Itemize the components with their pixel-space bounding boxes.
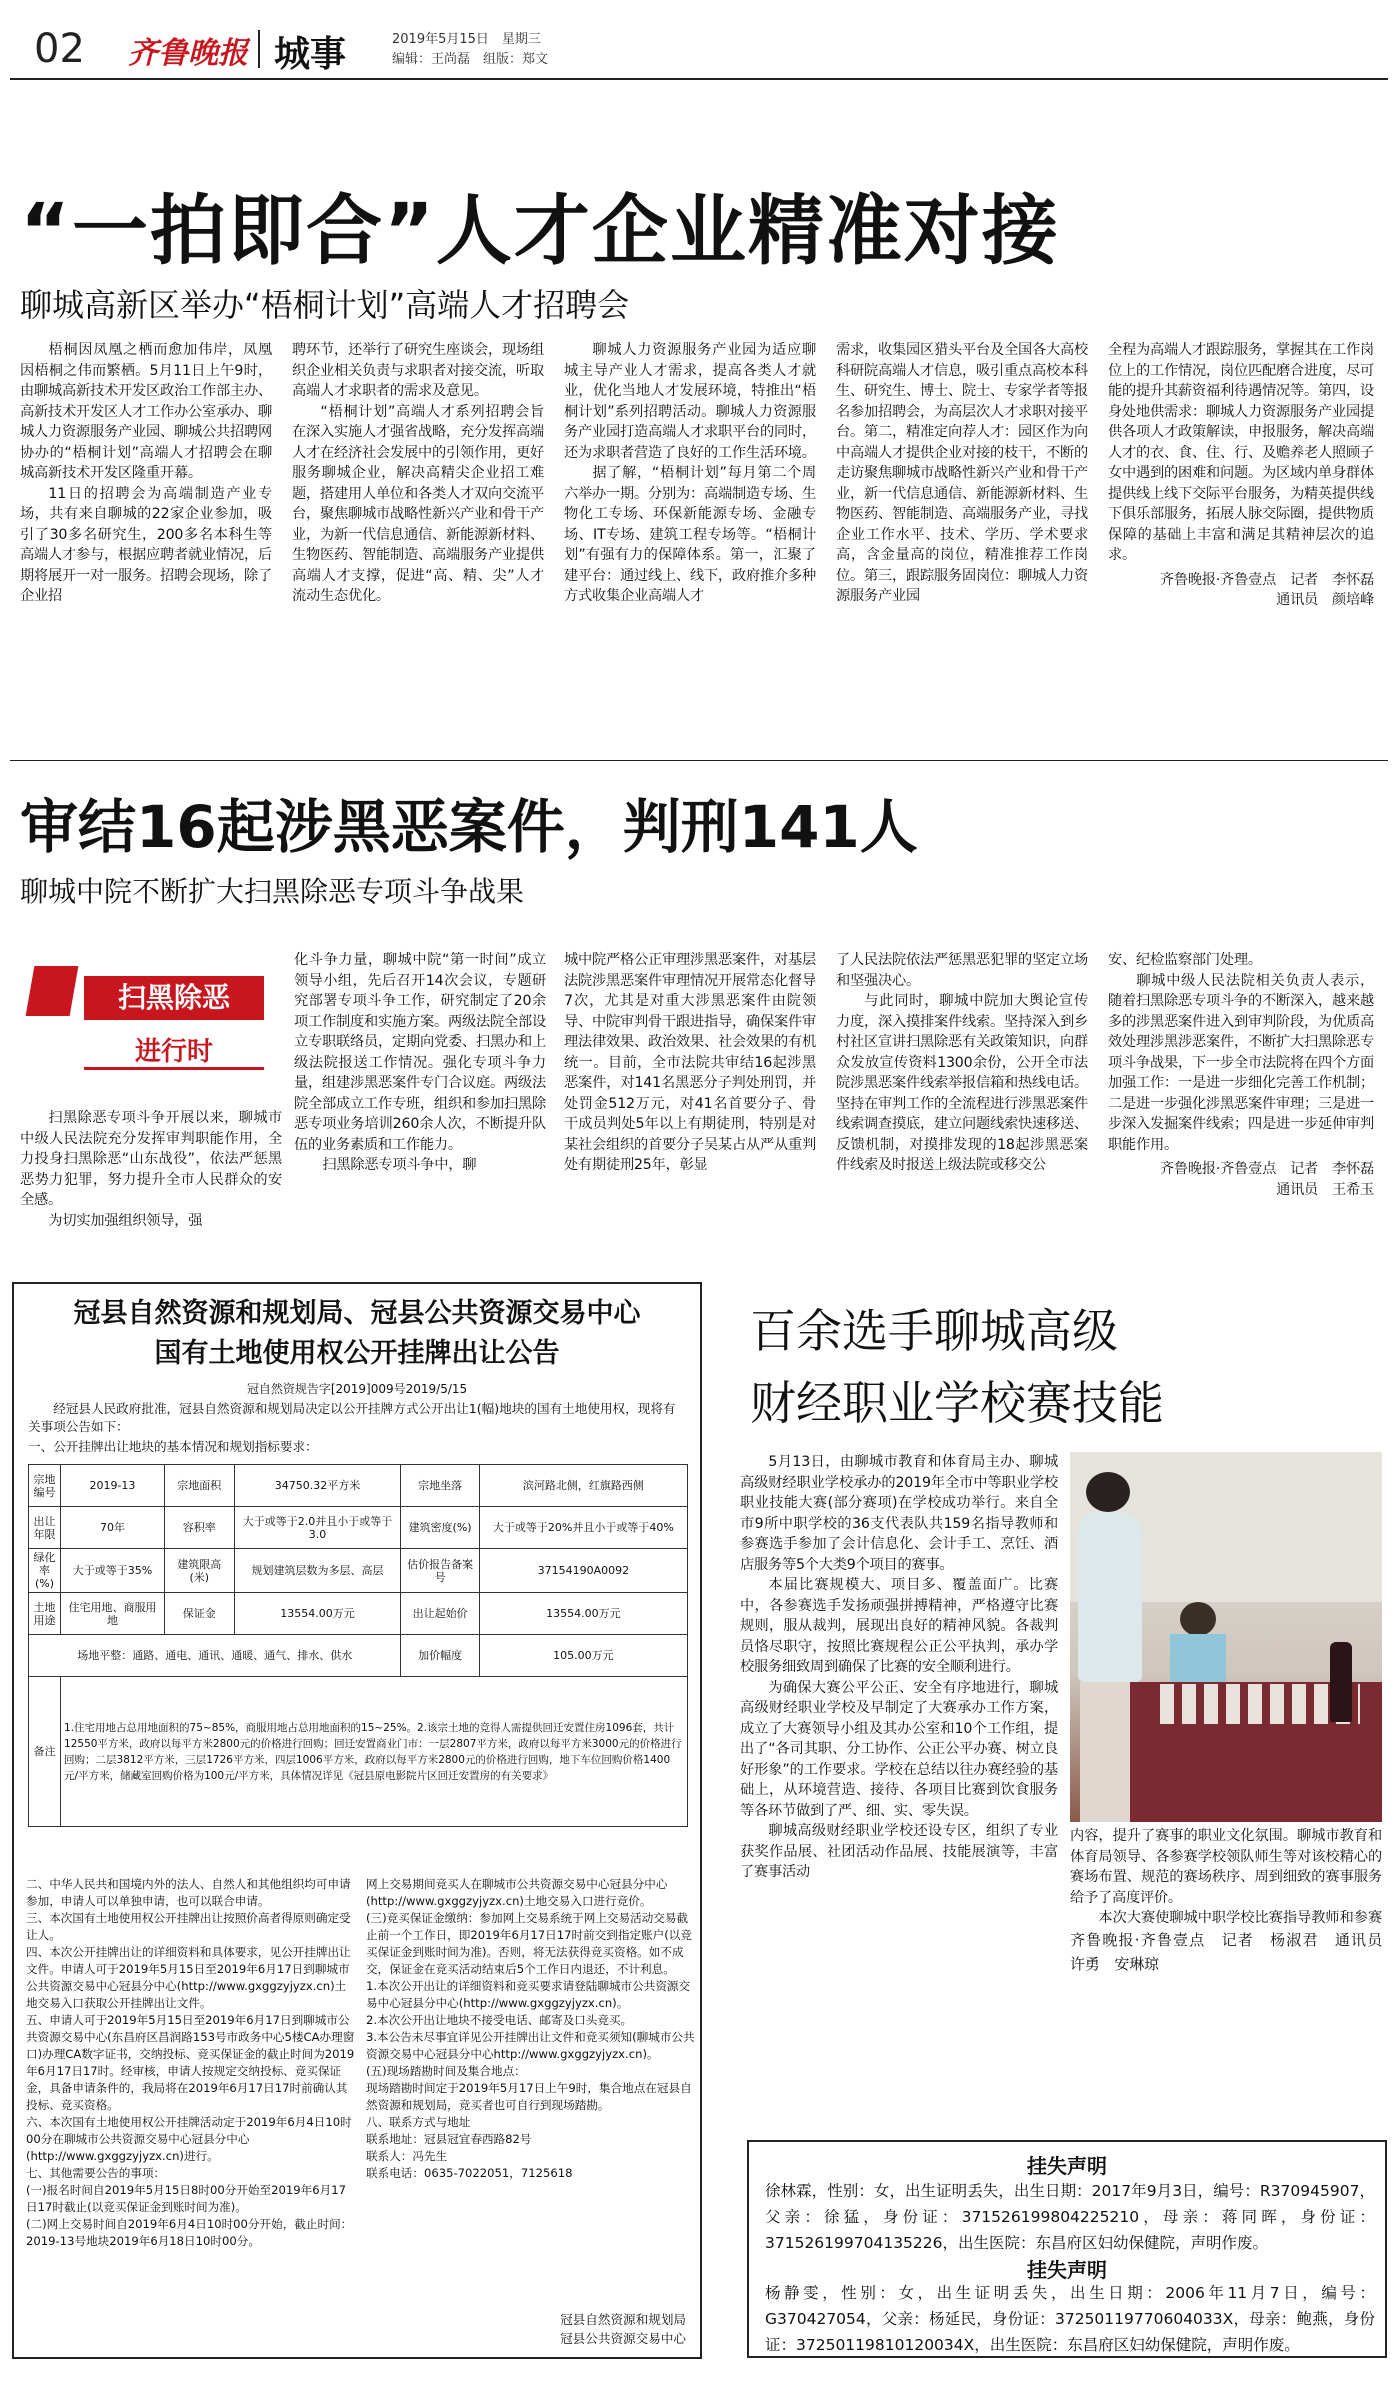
- story1-column-4: [836, 340, 1088, 750]
- loss-notice-box: [747, 2140, 1387, 2358]
- newspaper-logo: 齐鲁晚报: [128, 36, 248, 71]
- byline: 齐鲁晚报·齐鲁壹点 记者 李怀磊 通讯员 颜培峰: [1159, 571, 1374, 608]
- paragraph: “梧桐计划”高端人才系列招聘会旨在深入实施人才强省战略，充分发挥高端人才在经济社会发展中的引领作用，更好服务聊城企业，解决高精尖企业招工难题，搭建用人单位和各类人才双向交流平台，聚焦聊城市战略性新兴产业和骨干产业，为新一代信息通信、新能源新材料、生物医药、智能制造、高端服务产业提供高端人才支撑，促进“高、精、尖”人才流动生态优化。: [292, 403, 544, 604]
- section-heading: 一、公开挂牌出让地块的基本情况和规划指标要求：: [28, 1439, 318, 1454]
- announcement-title-line2: 国有土地使用权公开挂牌出让公告: [154, 1338, 560, 1369]
- land-parcel-table: [28, 1464, 688, 1827]
- byline: 齐鲁晚报·齐鲁壹点 记者 杨淑君 通讯员 许勇 安琳琼: [1070, 1931, 1382, 1973]
- announcement-signatures: [366, 2310, 686, 2348]
- byline: 齐鲁晚报·齐鲁壹点 记者 李怀磊 通讯员 王希玉: [1159, 1161, 1374, 1198]
- photo-person-head: [1086, 1472, 1130, 1512]
- table-cell: 宗地面积: [164, 1465, 234, 1507]
- table-row: [29, 1465, 688, 1507]
- announcement-terms-right: 网上交易期间竞买人在聊城市公共资源交易中心冠县分中心(http://www.gxggzyjyzx.cn)土地交易入口进行竞价。 (三)竞买保证金缴纳：参加网上交易系统于网上交易活动交易截止前一个工作日，即2019年6月17日17时前交到指定账户(以竞买保证金到账时间为准)。否则，将无法获得竞买资格。如不成交，保证金在竞买活动结束后5个工作日内退还，不计利息。 1.本次公开出让的详细资料和竞买要求请登陆聊城市公共资源交易中心冠县分中心(http://www.gxggzyjyzx.cn)。 2.本次公开出让地块不接受电话、邮寄及口头竞买。 3.本公告未尽事宜详见公开挂牌出让文件和竞买须知(聊城市公共资源交易中心冠县分中心http://www.gxggzyjyzx.cn)。 (五)现场踏勘时间及集合地点： 现场踏勘时间定于2019年5月17日上午9时，集合地点在冠县自然资源和规划局，竞买者也可自行到现场踏勘。 八、联系方式与地址 联系地址：冠县冠宜春西路82号 联系人：冯先生 联系电话：0635-7022051，7125618: [366, 1877, 695, 2180]
- paragraph: 聊城高级财经职业学校还设专区，组织了专业获奖作品展、社团活动作品展、技能展演等，丰富了赛事活动: [740, 1823, 1058, 1880]
- headline-skills-contest: [750, 1295, 1350, 1439]
- story1-column-2: [292, 340, 544, 750]
- document-number: 冠自然资规告字[2019]009号2019/5/15: [246, 1382, 468, 1396]
- signature-bureau: 冠县自然资源和规划局: [560, 2312, 686, 2327]
- table-cell: 场地平整：通路、通电、通讯、通暖、通气、排水、供水: [29, 1635, 401, 1677]
- campaign-logo: [24, 960, 284, 1088]
- table-cell: 1.住宅用地占总用地面积的75~85%，商服用地占总用地面积的15~25%。2.该宗土地的竞得人需提供回迁安置住房1096套，共计12550平方米，政府以每平方米2800元的价格进行回购；回迁安置商业门市：一层2807平方米，政府以每平方米3000元的价格进行回购；二层3812平方米，三层1726平方米，四层1006平方米，政府以每平方米2800元的价格进行回购，地下车位回购价格1400元/平方米，储藏室回购价格为100元/平方米，具体情况详见《冠县原电影院片区回迁安置房的有关要求》: [61, 1677, 688, 1827]
- story2-column-4: [836, 950, 1088, 1268]
- paragraph: 内容，提升了赛事的职业文化氛围。聊城市教育和体育局领导、各参赛学校领队师生等对该校精心的赛场布置、规范的赛场秩序、周到细致的赛事服务给予了高度评价。: [1070, 1828, 1382, 1906]
- paragraph: 需求，收集园区猎头平台及全国各大高校科研院高端人才信息，吸引重点高校本科生、研究生、博士、院士、专家学者等报名参加招聘会，为高层次人才求职对接平台。第二，精准定向荐人才：园区作为向中高端人才提供企业对接的枝干，不断的走访聚焦聊城市战略性新兴产业和骨干产业，新一代信息通信、新能源新材料、生物医药、智能制造、高端服务产业，寻找企业工作水平、技术、学历、学术要求高，含金量高的岗位，精准推荐工作岗位。第三，跟踪服务固岗位：聊城人力资源服务产业园: [836, 342, 1088, 604]
- photo-person-body: [1078, 1512, 1142, 1682]
- paragraph: 扫黑除恶专项斗争开展以来，聊城市中级人民法院充分发挥审判职能作用，全力投身扫黑除恶“山东战役”，依法严惩黑恶势力犯罪，努力提升全市人民群众的安全感。: [20, 1110, 282, 1208]
- paragraph: 聊城人力资源服务产业园为适应聊城主导产业人才需求，提高各类人才就业，优化当地人才发展环境，特推出“梧桐计划”系列招聘活动。聊城人力资源服务产业园打造高端人才求职平台的同时，还为求职者营造了良好的工作生活环境。: [564, 342, 816, 461]
- story2-column-3: [564, 950, 816, 1268]
- table-cell: 住宅用地、商服用地: [61, 1593, 165, 1635]
- paragraph: 聘环节，还举行了研究生座谈会，现场组织企业相关负责与求职者对接交流，听取高端人才求职者的需求及意见。: [292, 342, 544, 399]
- table-cell: 加价幅度: [401, 1635, 479, 1677]
- story3-column-2: [1070, 1826, 1382, 1926]
- table-cell: 绿化率(%): [29, 1549, 61, 1593]
- table-cell: 105.00万元: [479, 1635, 687, 1677]
- table-cell: 宗地坐落: [401, 1465, 479, 1507]
- table-cell: 出让年限: [29, 1507, 61, 1549]
- table-row: [29, 1549, 688, 1593]
- signature-center: 冠县公共资源交易中心: [560, 2331, 686, 2346]
- table-cell: 70年: [61, 1507, 165, 1549]
- paragraph: 安、纪检监察部门处理。: [1108, 952, 1262, 968]
- table-cell: 大于或等于20%并且小于或等于40%: [479, 1507, 687, 1549]
- table-cell: 规划建筑层数为多层、高层: [234, 1549, 401, 1593]
- paragraph: 城中院严格公正审理涉黑恶案件，对基层法院涉黑恶案件审理情况开展常态化督导7次，尤其是对重大涉黑恶案件由院领导、中院审判骨干跟进指导，确保案件审理法律效果、政治效果、社会效果的有机统一。目前，全市法院共审结16起涉黑恶案件，对141名黑恶分子判处刑罚，并处罚金512万元，对41名首要分子、骨干成员判处5年以上有期徒刑，特别是对某社会组织的首要分子吴某占从严从重判处有期徒刑25年，彰显: [564, 952, 816, 1173]
- paragraph: 为确保大赛公平公正、安全有序地进行，聊城高级财经职业学校及早制定了大赛承办工作方案，成立了大赛领导小组及其办公室和10个工作组，提出了“各司其职、分工协作、公正公平办赛、树立良好形象”的工作要求。学校在总结以往办赛经验的基础上，从环境营造、接待、各项目比赛到饮食服务等各环节做到了严、细、实、零失误。: [740, 1679, 1058, 1819]
- header-divider: [258, 30, 260, 68]
- paragraph: 为切实加强组织领导，强: [48, 1212, 203, 1229]
- story1-column-3: [564, 340, 816, 750]
- story1-column-5: [1108, 340, 1374, 750]
- table-cell: 34750.32平方米: [234, 1465, 401, 1507]
- paragraph: 扫黑除恶专项斗争中，聊: [322, 1157, 477, 1173]
- table-cell: 保证金: [164, 1593, 234, 1635]
- table-cell: 13554.00万元: [479, 1593, 687, 1635]
- paragraph: 了人民法院依法严惩黑恶犯罪的坚定立场和坚强决心。: [836, 952, 1088, 989]
- paragraph: 与此同时，聊城中院加大舆论宣传力度，深入摸排案件线索。坚持深入到乡村社区宣讲扫黑除恶有关政策知识，向群众发放宣传资料1300余份，公开全市法院涉黑恶案件线索举报信箱和热线电话。坚持在审判工作的全流程进行涉黑恶案件线索调查摸底，建立问题线索快速移送、反馈机制，对摸排发现的18起涉黑恶案件线索及时报送上级法院或移交公: [836, 993, 1088, 1173]
- table-cell: 2019-13: [61, 1465, 165, 1507]
- subheadline-talent-fair: 聊城高新区举办“梧桐计划”高端人才招聘会: [20, 286, 630, 324]
- announcement-title: [14, 1294, 700, 1374]
- story3-column-1: [740, 1452, 1058, 2132]
- notice-text-1: 徐林霖，性别：女，出生证明丢失，出生日期：2017年9月3日，编号：R370945907，父亲：徐猛，身份证：371526199804225210，母亲：蒋同晖，身份证：371526199704135226，出生医院：东昌府区妇幼保健院，声明作废。: [765, 2182, 1375, 2252]
- paragraph: 化斗争力量，聊城中院“第一时间”成立领导小组，先后召开14次会议，专题研究部署专项斗争工作，研究制定了20余项工作制度和实施方案。两级法院全部设立专职联络员，定期向党委、扫黑办和上级法院报送工作情况。强化专项斗争力量，组建涉黑恶案件专门合议庭。两级法院全部成立工作专班，组织和参加扫黑除恶专项业务培训260余人次，不断提升队伍的业务素质和工作能力。: [294, 952, 546, 1153]
- announcement-intro: 经冠县人民政府批准，冠县自然资源和规划局决定以公开挂牌方式公开出让1(幅)地块的国有土地使用权，现将有关事项公告如下：: [28, 1401, 676, 1434]
- story1-column-1: [20, 340, 272, 750]
- table-cell: 37154190A0092: [479, 1549, 687, 1593]
- table-cell: 13554.00万元: [234, 1593, 401, 1635]
- subheadline-court-cases: 聊城中院不断扩大扫黑除恶专项斗争战果: [20, 875, 525, 908]
- page-number: 02: [34, 26, 85, 72]
- table-cell: 建筑限高(米): [164, 1549, 234, 1593]
- table-row: [29, 1677, 688, 1827]
- paragraph: 梧桐因凤凰之栖而愈加伟岸，凤凰因梧桐之伟而繁栖。5月11日上午9时，由聊城高新技术开发区政治工作部主办、高新技术开发区人才工作办公室承办、聊城人力资源服务产业园、聊城公共招聘网协办的“梧桐计划”高端人才招聘会在聊城高新技术开发区隆重开幕。: [20, 342, 272, 481]
- photo-bottle: [1330, 1642, 1352, 1722]
- headline-talent-fair: “一拍即合”人才企业精准对接: [20, 186, 1060, 275]
- notice-title-1: 挂失声明: [1027, 2154, 1107, 2178]
- land-auction-announcement: [12, 1282, 702, 2359]
- table-row: [29, 1507, 688, 1549]
- table-cell: 建筑密度(%): [401, 1507, 479, 1549]
- headline-court-cases: 审结16起涉黑恶案件，判刑141人: [20, 793, 918, 861]
- table-cell: 宗地编号: [29, 1465, 61, 1507]
- story-divider: [10, 760, 1388, 761]
- story2-column-2: [294, 950, 546, 1268]
- paragraph: 全程为高端人才跟踪服务，掌握其在工作岗位上的工作情况，岗位匹配磨合进度，尽可能的提升其薪资福利待遇情况等。第四，设身处地供需求：聊城人力资源服务产业园提供各项人才政策解读，申报服务，解决高端人才的衣、食、住、行、及赡养老人照顾子女中遇到的困难和问题。为区域内单身群体提供线上线下交际平台服务，为精英提供线下俱乐部服务，拓展人脉交际圈，提供物质保障的基础上丰富和满足其精神层次的追求。: [1108, 342, 1374, 563]
- table-cell: 大于或等于35%: [61, 1549, 165, 1593]
- table-cell: 容积率: [164, 1507, 234, 1549]
- header-rule: [10, 78, 1388, 80]
- table-cell: 出让起始价: [401, 1593, 479, 1635]
- paragraph: 据了解，“梧桐计划”每月第二个周六举办一期。分别为：高端制造专场、生物化工专场、环保新能源专场、金融专场、IT专场、建筑工程专场等。“梧桐计划”有强有力的保障体系。第一，汇聚了建平台：通过线上、线下，政府推介多种方式收集企业高端人才: [564, 465, 816, 604]
- table-cell: 土地用途: [29, 1593, 61, 1635]
- paragraph: 5月13日，由聊城市教育和体育局主办、聊城高级财经职业学校承办的2019年全市中等职业学校职业技能大赛(部分赛项)在学校成功举行。来自全市9所中职学校的36支代表队共159名指导教师和参赛选手参加了会计信息化、会计手工、烹饪、酒店服务等5个大类9个项目的赛事。: [740, 1454, 1058, 1573]
- table-row: [29, 1593, 688, 1635]
- table-cell: 估价报告备案号: [401, 1549, 479, 1593]
- table-row: [29, 1635, 688, 1677]
- headline-line2: 财经职业学校赛技能: [750, 1376, 1164, 1430]
- contest-photo: [1070, 1452, 1382, 1822]
- paragraph: 聊城中级人民法院相关负责人表示，随着扫黑除恶专项斗争的不断深入，越来越多的涉黑恶案件进入到审判阶段，为优质高效处理涉黑涉恶案件，不断扩大扫黑除恶专项斗争战果，下一步全市法院将在四个方面加强工作：一是进一步细化完善工作机制；二是进一步强化涉黑恶案件审理；三是进一步深入发掘案件线索；四是进一步延伸审判职能作用。: [1108, 972, 1374, 1153]
- headline-line1: 百余选手聊城高级: [750, 1304, 1118, 1358]
- table-cell: 备注: [29, 1677, 61, 1827]
- paragraph: 本届比赛规模大、项目多、覆盖面广。比赛中，各参赛选手发扬顽强拼搏精神，严格遵守比赛规则，服从裁判，展现出良好的精神风貌。各裁判员恪尽职守，按照比赛规程公正公平执判，承办学校服务细致周到确保了比赛的安全顺利进行。: [740, 1577, 1058, 1675]
- table-cell: 大于或等于2.0并且小于或等于3.0: [234, 1507, 401, 1549]
- table-cell: 滨河路北侧，红旗路西侧: [479, 1465, 687, 1507]
- fist-icon: [26, 966, 79, 1016]
- paragraph: 本次大赛使聊城中职学校比赛指导教师和参赛: [1098, 1910, 1382, 1926]
- editor-credit: 编辑：王尚磊 组版：郑文: [392, 52, 549, 67]
- announcement-title-line1: 冠县自然资源和规划局、冠县公共资源交易中心: [73, 1298, 641, 1329]
- story2-column-1: [20, 1108, 282, 1268]
- notice-title-2: 挂失声明: [1027, 2258, 1107, 2282]
- logo-title: 扫黑除恶: [84, 976, 264, 1020]
- photo-contestant-head: [1180, 1602, 1216, 1636]
- issue-date: 2019年5月15日 星期三: [392, 32, 541, 47]
- section-name: 城事: [274, 34, 347, 75]
- notice-text-2: 杨静雯，性别：女，出生证明丢失，出生日期：2006年11月7日，编号：G370427054，父亲：杨延民，身份证：37250119770604033X，母亲：鲍燕，身份证：37250119810120034X，出生医院：东昌府区妇幼保健院，声明作废。: [765, 2284, 1375, 2354]
- logo-subtitle: 进行时: [84, 1034, 264, 1070]
- story3-byline-wrap: [1070, 1928, 1382, 2132]
- paragraph: 11日的招聘会为高端制造产业专场，共有来自聊城的22家企业参加，吸引了30多名研究生，200多名本科生等高端人才参与，根据应聘者就业情况，后期将展开一对一服务。招聘会现场，除了企业招: [20, 485, 272, 604]
- story2-column-5: [1108, 950, 1374, 1268]
- announcement-terms-left: 二、中华人民共和国境内外的法人、自然人和其他组织均可申请参加，申请人可以单独申请，也可以联合申请。 三、本次国有土地使用权公开挂牌出让按照价高者得原则确定受让人。 四、本次公开挂牌出让的详细资料和具体要求，见公开挂牌出让文件。申请人可于2019年5月15日至2019年6月17日到聊城市公共资源交易中心冠县分中心(http://www.gxggzyjyzx.cn)土地交易入口获取公开挂牌出让文件。 五、申请人可于2019年5月15日至2019年6月17日到聊城市公共资源交易中心(东昌府区昌润路153号市政务中心5楼CA办理窗口)办理CA数字证书，交纳投标、竞买保证金的截止时间为2019年6月17日17时。经审核，申请人按规定交纳投标、竞买保证金，具备申请条件的，我局将在2019年6月17日17时前确认其投标、竞买资格。 六、本次国有土地使用权公开挂牌活动定于2019年6月4日10时00分在聊城市公共资源交易中心冠县分中心(http://www.gxggzyjyzx.cn)进行。 七、其他需要公告的事项： (一)报名时间自2019年5月15日8时00分开始至2019年6月17日17时截止(以竞买保证金到账时间为准)。 (二)网上交易时间自2019年6月4日10时00分开始，截止时间：2019-13号地块2019年6月18日10时00分。: [26, 1877, 355, 2248]
